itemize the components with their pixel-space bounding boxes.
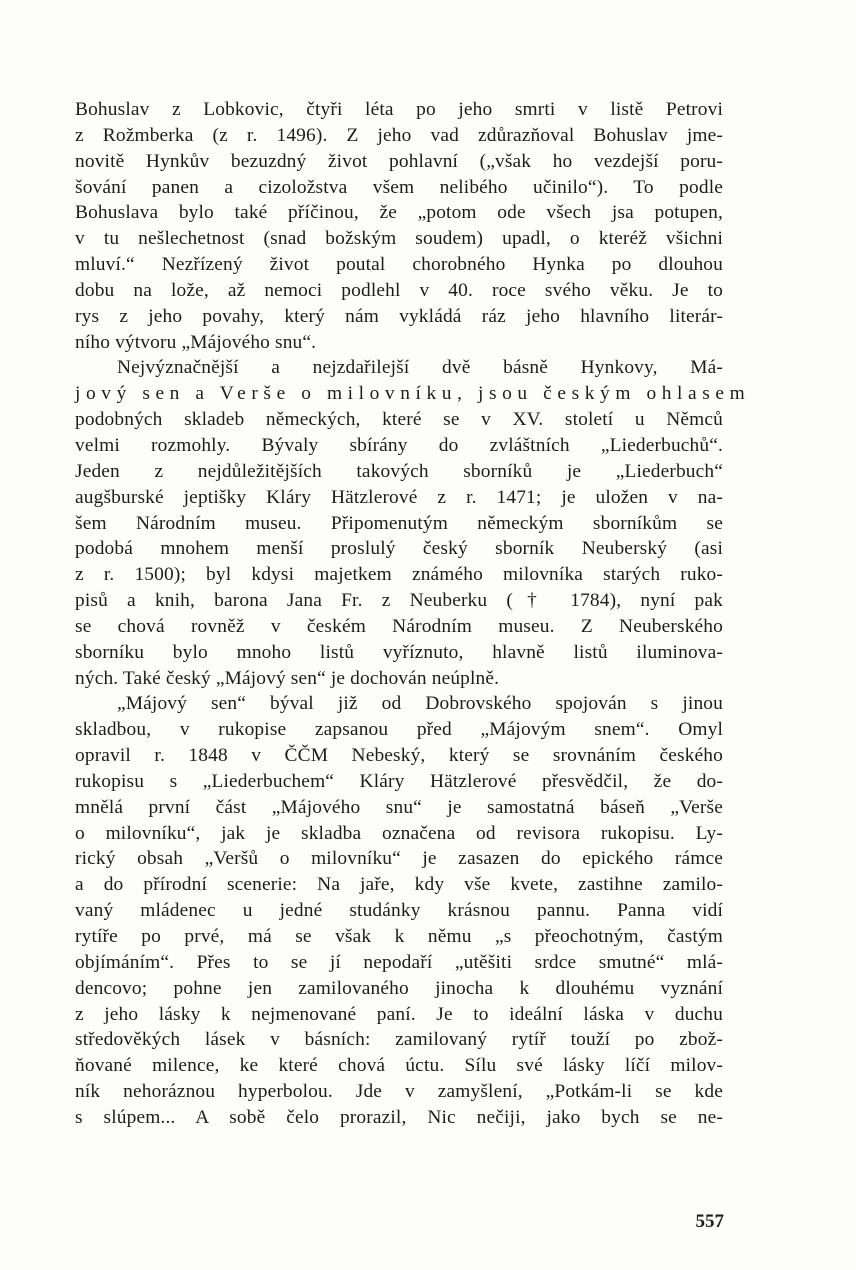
text-line: pisů a knih, barona Jana Fr. z Neuberku († 1784), nyní pak [75, 590, 723, 612]
text-line: rukopisu s „Liederbuchem“ Kláry Hätzlerové přesvědčil, že do- [75, 770, 723, 792]
text-line: ných. Také český „Májový sen“ je dochován neúplně. [75, 667, 500, 689]
text-line: sborníku bylo mnoho listů vyříznuto, hlavně listů iluminova- [75, 641, 723, 663]
text-line: skladbou, v rukopise zapsanou před „Májovým snem“. Omyl [75, 719, 723, 741]
text-line: Jeden z nejdůležitějších takových sborníků je „Liederbuch“ [75, 460, 723, 482]
text-line: se chová rovněž v českém Národním museu. Z Neuberského [75, 615, 723, 637]
text-line: novitě Hynkův bezuzdný život pohlavní („však ho vezdejší poru- [75, 150, 723, 172]
text-line: podobných skladeb německých, které se v XV. století u Němců [75, 409, 723, 431]
text-line: rický obsah „Veršů o milovníku“ je zasazen do epického rámce [75, 848, 723, 870]
text-line: středověkých lásek v básních: zamilovaný rytíř touží po zbož- [75, 1029, 723, 1051]
text-line: a do přírodní scenerie: Na jaře, kdy vše kvete, zastihne zamilo- [75, 874, 723, 896]
text-line: šem Národním museu. Připomenutým německým sborníkům se [75, 512, 723, 534]
text-line: dobu na lože, až nemoci podlehl v 40. roce svého věku. Je to [75, 279, 723, 301]
text-line: z jeho lásky k nejmenované paní. Je to ideální láska v duchu [75, 1003, 723, 1025]
text-line: augšburské jeptišky Kláry Hätzlerové z r. 1471; je uložen v na- [75, 486, 723, 508]
text-line: ního výtvoru „Májového snu“. [75, 331, 317, 353]
text-line: s slúpem... A sobě čelo prorazil, Nic nečiji, jako bych se ne- [75, 1106, 723, 1128]
text-line: ník nehoráznou hyperbolou. Jde v zamyšlení, „Potkám-li se kde [75, 1081, 723, 1103]
text-line: rytíře po prvé, má se však k němu „s přeochotným, častým [75, 926, 723, 947]
text-line: opravil r. 1848 v ČČM Nebeský, který se srovnáním českého [75, 745, 723, 767]
page-number: 557 [695, 1211, 724, 1232]
text-line: vaný mládenec u jedné studánky krásnou pannu. Panna vidí [75, 900, 723, 922]
text-line: objímáním“. Přes to se jí nepodaří „utěšiti srdce smutné“ mlá- [75, 951, 723, 973]
text-line: dencovo; pohne jen zamilovaného jinocha k dlouhému vyznání [75, 977, 723, 999]
text-line: mluví.“ Nezřízený život poutal chorobného Hynka po dlouhou [75, 254, 723, 276]
text-line: Bohuslava bylo také příčinou, že „potom ode všech jsa potupen, [75, 202, 723, 224]
text-line: z Rožmberka (z r. 1496). Z jeho vad zdůrazňoval Bohuslav jme- [75, 124, 723, 146]
text-line: jový sen a Verše o milovníku, jsou českým ohlasem [75, 383, 751, 405]
text-line: šování panen a cizoložstva všem nelibého učinilo“). To podle [75, 176, 723, 198]
text-line: z r. 1500); byl kdysi majetkem známého milovníka starých ruko- [75, 564, 723, 586]
text-line: o milovníku“, jak je skladba označena od revisora rukopisu. Ly- [75, 822, 723, 844]
text-line: rys z jeho povahy, který nám vykládá ráz jeho hlavního literár- [75, 305, 723, 327]
text-line: „Májový sen“ býval již od Dobrovského spojován s jinou [117, 693, 723, 715]
text-line: Bohuslav z Lobkovic, čtyři léta po jeho smrti v listě Petrovi [75, 99, 723, 120]
text-line: velmi rozmohly. Bývaly sbírány do zvláštních „Liederbuchů“. [75, 434, 723, 456]
text-line: podobá mnohem menší proslulý český sborník Neuberský (asi [75, 538, 723, 560]
text-line: mnělá první část „Májového snu“ je samostatná báseň „Verše [75, 796, 723, 818]
body-text [75, 97, 751, 1131]
text-line: Nejvýznačnější a nejzdařilejší dvě básně Hynkovy, Má- [117, 357, 723, 379]
text-line: v tu nešlechetnost (snad božským soudem) upadl, o kteréž všichni [75, 228, 723, 250]
text-line: ňované milence, ke které chová úctu. Sílu své lásky líčí milov- [75, 1055, 723, 1077]
